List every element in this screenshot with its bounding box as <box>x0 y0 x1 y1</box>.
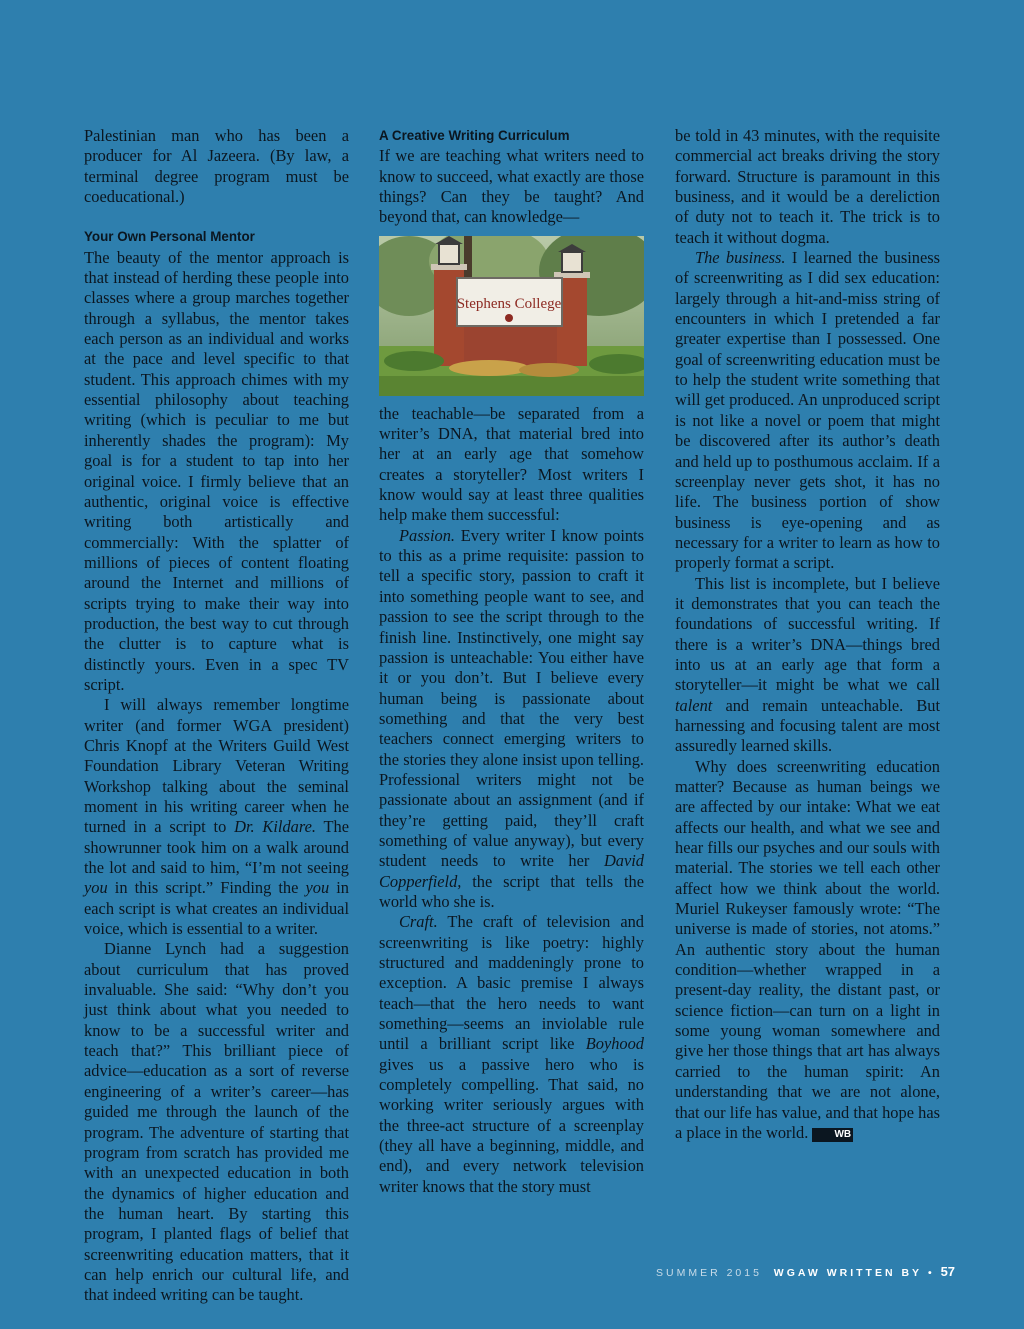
footer-bullet: • <box>927 1267 935 1279</box>
paragraph-curriculum-1: If we are teaching what writers need to know to succeed, what exactly are those things? Can they be taught? And beyond that, can knowledge— <box>379 146 644 227</box>
end-mark-icon: WB <box>812 1128 853 1142</box>
label-business: The business. <box>695 248 786 268</box>
paragraph-mentor-2: I will always remember longtime writer (and former WGA president) Chris Knopf at the Writers Guild West Foundation Library Veteran Writing Workshop talking about the seminal moment in his writing career when he turned in a script to Dr. Kildare. The showrunner took him on a walk around the lot and said to him, “I’m not seeing you in this script.” Finding the you in each script is what creates an individual voice, which is essential to a writer. <box>84 695 349 939</box>
sign-text: Stephens College <box>456 295 562 312</box>
label-craft: Craft. <box>399 912 438 932</box>
page-number: 57 <box>940 1264 956 1279</box>
column-3 <box>675 126 940 1143</box>
section-heading-curriculum: A Creative Writing Curriculum <box>379 128 570 143</box>
paragraph-mentor-3: Dianne Lynch had a suggestion about curriculum that has proved invaluable. She said: “Why don’t you just think about what you needed to know to be a successful writer and teach that?” This brilliant piece of advice—education as a sort of reverse engineering of a writer’s career—has guided me through the launch of the program. The adventure of starting that program from scratch has provided me with an unexpected education in both the dynamics of higher education and the human heart. By starting this program, I planted flags of belief that screenwriting education matters, that it can help enrich our cultural life, and that indeed writing can be taught. <box>84 939 349 1305</box>
footer-publication: WGAW WRITTEN BY <box>773 1267 923 1279</box>
paragraph-structure: be told in 43 minutes, with the requisite commercial act breaks driving the story forward. Structure is paramount in this business, and it would be a dereliction of duty not to teach it. The trick is to teach it without dogma. <box>675 126 940 247</box>
stephens-college-sign-image <box>379 236 644 396</box>
word-talent: talent <box>675 695 713 715</box>
paragraph-craft: Craft. The craft of television and screenwriting is like poetry: highly structured and maddeningly prone to exception. A basic premise I always teach—that the hero needs to want something—seems an inviolable rule until a brilliant script like Boyhood gives us a passive hero who is completely compelling. That said, no working writer seriously argues with the three-act structure of a screenplay (they all have a beginning, middle, and end), and every network television writer knows that the story must <box>379 912 644 1196</box>
paragraph-list: This list is incomplete, but I believe it demonstrates that you can teach the foundations of successful writing. If there is a writer’s DNA—things bred into us at an early age that form a storyteller—it might be what we call talent and remain unteachable. But harnessing and focusing talent are most assuredly learned skills. <box>675 573 940 756</box>
title-dr-kildare: Dr. Kildare. <box>234 817 316 837</box>
paragraph-mentor-1: The beauty of the mentor approach is that instead of herding these people into classes where a group marches together through a syllabus, the mentor takes each person as an individual and works at the pace and level specific to that student. This approach chimes with my essential philosophy about teaching writing (which is peculiar to me but inherently shades the program): My goal is for a student to tap into her original voice. I firmly believe that an authentic, original voice is effective writing both artistically and commercially: With the splatter of millions of pieces of content floating around the Internet and millions of scripts trying to make their way into production, the best way to cut through the clutter is to capture what is distinctly yours. Even in a spec TV script. <box>84 247 349 694</box>
section-heading-mentor: Your Own Personal Mentor <box>84 229 255 245</box>
footer-issue: SUMMER 2015 <box>656 1267 762 1279</box>
column-1 <box>84 126 349 1306</box>
column-2 <box>379 126 644 1197</box>
paragraph-curriculum-2: the teachable—be separated from a writer’s DNA, that material bred into her at an early age that somehow creates a storyteller? Most writers I know would say at least three qualities help make them successful: <box>379 403 644 525</box>
paragraph-business: The business. I learned the business of screenwriting as I did sex education: largely through a hit-and-miss string of encounters in which I pretended a far greater expertise than I possessed. One goal of screenwriting education must be to help the student write something that will get produced. An unproduced script is not like a novel or poem that might be discovered after its author’s death and held up to posthumous acclaim. If a screenplay never gets shot, it has no life. The business portion of show business is eye-opening and as necessary for a writer to learn as how to properly format a script. <box>675 248 940 573</box>
paragraph-intro: Palestinian man who has been a producer for Al Jazeera. (By law, a terminal degree program must be coeducational.) <box>84 126 349 207</box>
title-boyhood: Boyhood <box>585 1034 644 1054</box>
stephens-college-photo <box>379 236 644 396</box>
paragraph-passion: Passion. Every writer I know points to this as a prime requisite: passion to tell a specific story, passion to craft it into something people want to see, and passion to see the script through to the finish line. Instinctively, one might say passion is unteachable: You either have it or you don’t. But I believe every human being is passionate about something and that the very best teachers connect emerging writers to the stories they alone insist upon telling. Professional writers might not be passionate about an assignment (and if they’re getting paid, they’ll craft something of value anyway), but every student needs to write her David Copperfield, the script that tells the world who she is. <box>379 525 644 911</box>
title-david-copperfield: David Copperfield, <box>379 851 644 891</box>
page-footer <box>656 1264 955 1279</box>
label-passion: Passion. <box>399 525 456 545</box>
paragraph-why: Why does screenwriting education matter? Because as human beings we are affected by our intake: What we eat affects our health, and what we see and hear fills our psyches and our souls with material. The stories we tell each other affect how we think about the world. Muriel Rukeyser famously wrote: “The universe is made of stories, not atoms.” An authentic story about the human condition—whether wrapped in a present-day reality, the distant past, or science fiction—can turn on a light in some young woman somewhere and give her those things that art has always carried to the human spirit: An understanding that we are not alone, that our life has value, and that hope has a place in the world. WB <box>675 756 940 1142</box>
